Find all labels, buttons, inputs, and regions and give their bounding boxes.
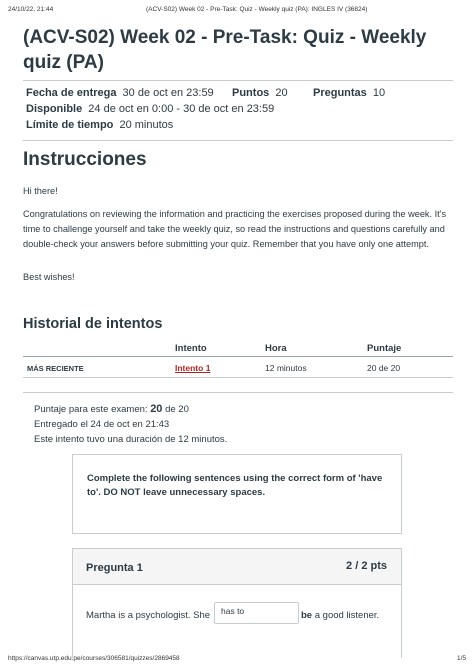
time-limit-value: 20 minutos [119,119,174,131]
divider [23,140,453,141]
divider [23,80,453,81]
instructions-heading: Instrucciones [23,149,147,170]
row-score: 20 de 20 [367,363,401,373]
footer-url: https://canvas.utp.edu.pe/courses/306581/quizzes/2869458 [8,655,180,662]
score-prefix: Puntaje para este examen: [34,404,148,415]
available-value: 24 de oct en 0:00 - 30 de oct en 23:59 [88,103,275,115]
question-after-bold: be [301,610,313,621]
col-attempt: Intento [175,343,207,354]
duration-line: Este intento tuvo una duración de 12 minutos. [34,434,228,445]
submitted-line: Entregado el 24 de oct en 21:43 [34,419,170,430]
available-label: Disponible [26,103,83,115]
table-row-rule [23,377,453,378]
instructions-body: Congratulations on reviewing the information and practicing the exercises proposed during the week. It's time to challenge yourself and take the weekly quiz, so read the instructions and questions carefully and double-check your answers before submitting your quiz. Remember that you have only one attempt. [23,209,447,249]
footer-page: 1/5 [456,655,466,662]
instructions-closing: Best wishes! [23,272,75,282]
instruction-card-text: Complete the following sentences using the correct form of 'have to'. DO NOT leave unnecessary spaces. [87,473,383,498]
print-header [8,6,466,16]
attempt-link[interactable]: Intento 1 [175,363,211,373]
question-card [72,548,402,658]
divider [23,392,453,393]
availability [26,102,274,116]
question-sentence-after [301,610,379,621]
time-limit-label: Límite de tiempo [26,119,114,131]
points [232,86,288,100]
print-doc-title: (ACV-S02) Week 02 - Pre-Task: Quiz - Weekly quiz (PA): INGLES IV (36824) [146,6,368,13]
question-header [73,549,401,585]
question-sentence-before: Martha is a psychologist. She [86,610,211,621]
due-date [26,86,214,100]
col-time: Hora [265,343,287,354]
instructions-greeting: Hi there! [23,186,58,196]
due-value: 30 de oct en 23:59 [122,87,214,99]
due-label: Fecha de entrega [26,87,117,99]
questions [313,86,385,100]
question-points: 2 / 2 pts [346,560,387,572]
row-label: MÁS RECIENTE [27,364,84,373]
score-suffix: de 20 [165,404,189,415]
questions-value: 10 [372,87,386,99]
instruction-card [72,454,402,534]
table-header-rule [23,356,453,357]
question-after-text: a good listener. [314,610,380,621]
question-title: Pregunta 1 [86,562,143,574]
col-score: Puntaje [367,343,402,354]
questions-label: Preguntas [313,87,367,99]
history-heading: Historial de intentos [23,316,163,332]
score-value: 20 [150,403,163,415]
points-label: Puntos [232,87,270,99]
row-time: 12 minutos [265,363,307,373]
quiz-title: (ACV-S02) Week 02 - Pre-Task: Quiz - Weekly quiz (PA) [23,27,427,73]
print-date: 24/10/22, 21:44 [8,6,54,13]
answer-field[interactable]: has to [214,602,299,624]
score-line [34,402,189,417]
time-limit [26,118,173,132]
points-value: 20 [275,87,288,99]
